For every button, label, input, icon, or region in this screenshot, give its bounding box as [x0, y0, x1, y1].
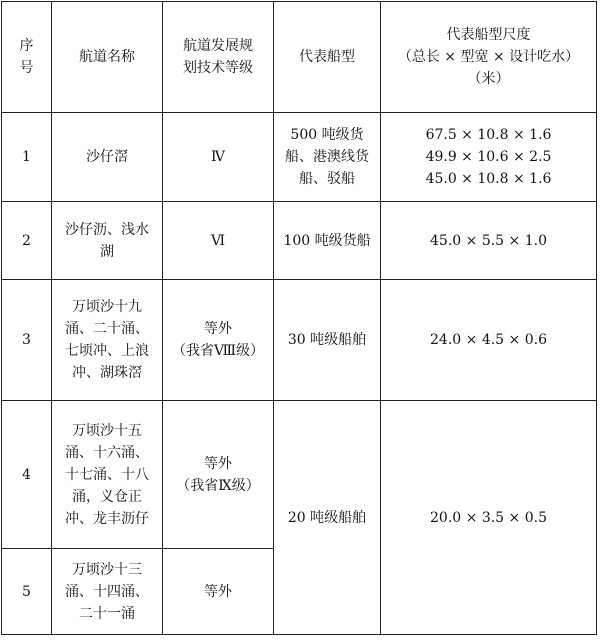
cell-representative-ship-merged: 20 吨级船舶: [274, 401, 381, 635]
cell-representative-ship: 100 吨级货船: [274, 202, 381, 280]
ship-dimension-table: [1, 1, 597, 635]
cell-index: 5: [2, 549, 52, 635]
cell-technical-grade: 等外 （我省Ⅸ级）: [163, 401, 274, 549]
header-index: 序 号: [2, 2, 52, 113]
header-representative-ship: 代表船型: [274, 2, 381, 113]
cell-channel-name: 万顷沙十九 涌、二十涌、 七顷冲、上浪 冲、湖珠滘: [52, 280, 163, 401]
table-row: [2, 280, 597, 401]
cell-channel-name: 沙仔沥、浅水 湖: [52, 202, 163, 280]
cell-representative-ship: 30 吨级船舶: [274, 280, 381, 401]
cell-technical-grade: Ⅵ: [163, 202, 274, 280]
header-technical-grade: 航道发展规 划技术等级: [163, 2, 274, 113]
table-row: [2, 202, 597, 280]
cell-ship-dimensions: 45.0 × 5.5 × 1.0: [381, 202, 597, 280]
cell-index: 3: [2, 280, 52, 401]
cell-index: 1: [2, 113, 52, 202]
cell-channel-name: 沙仔滘: [52, 113, 163, 202]
cell-technical-grade: 等外 （我省Ⅷ级）: [163, 280, 274, 401]
table-header-row: [2, 2, 597, 113]
cell-technical-grade: 等外: [163, 549, 274, 635]
cell-channel-name: 万顷沙十三 涌、十四涌、 二十一涌: [52, 549, 163, 635]
header-channel-name: 航道名称: [52, 2, 163, 113]
cell-index: 4: [2, 401, 52, 549]
table-row: [2, 113, 597, 202]
cell-ship-dimensions-merged: 20.0 × 3.5 × 0.5: [381, 401, 597, 635]
header-ship-dimensions: 代表船型尺度 （总长 × 型宽 × 设计吃水） （米）: [381, 2, 597, 113]
table-row: [2, 401, 597, 549]
cell-representative-ship: 500 吨级货 船、港澳线货 船、驳船: [274, 113, 381, 202]
cell-channel-name: 万顷沙十五 涌、十六涌、 十七涌、十八 涌，义仓正 冲、龙丰沥仔: [52, 401, 163, 549]
cell-ship-dimensions: 67.5 × 10.8 × 1.6 49.9 × 10.6 × 2.5 45.0 × 10.8 × 1.6: [381, 113, 597, 202]
cell-technical-grade: Ⅳ: [163, 113, 274, 202]
cell-index: 2: [2, 202, 52, 280]
cell-ship-dimensions: 24.0 × 4.5 × 0.6: [381, 280, 597, 401]
